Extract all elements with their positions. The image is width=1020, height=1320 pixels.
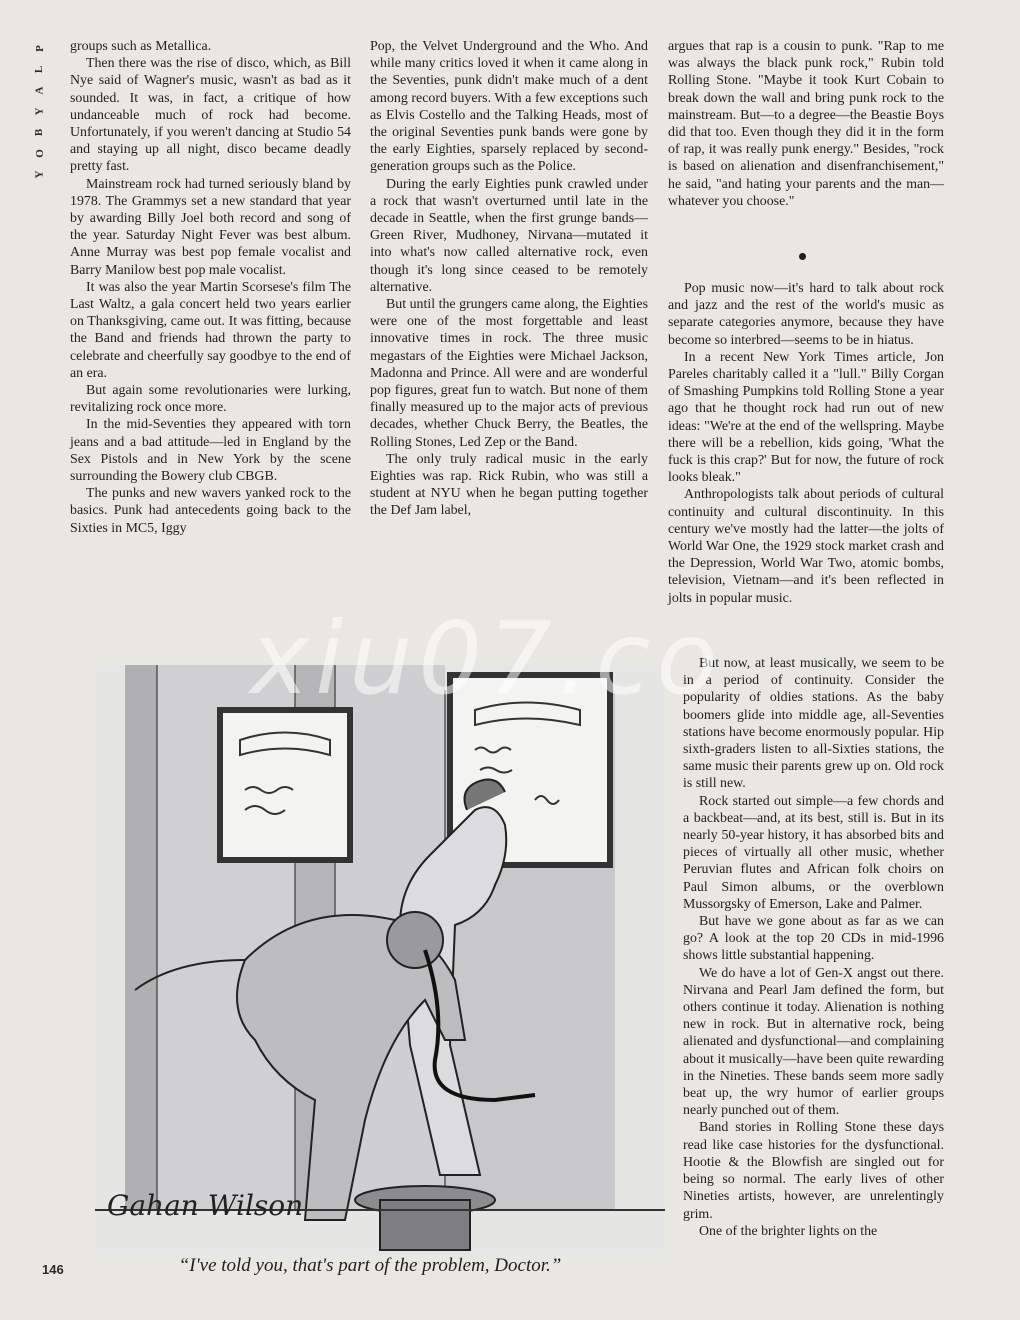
paragraph: We do have a lot of Gen-X angst out there. Nirvana and Pearl Jam defined the form, but others continue it today. Alienation is nothing new in rock. But in alternative rock, being alienated and dysfunctional—and complaining about it musically—have been quite rewarding in the Nineties. These bands seem more sadly beat up, the wry humor of earlier groups nearly punched out of them. [683, 965, 944, 1119]
page-number: 146 [42, 1262, 64, 1277]
text-column-3-bottom [683, 655, 944, 1240]
magazine-letter: L [33, 65, 46, 74]
paragraph: groups such as Metallica. [70, 39, 212, 54]
paragraph: The only truly radical music in the early Eighties was rap. Rick Rubin, who was still a student at NYU when he began putting together the Def Jam label, [370, 451, 648, 519]
text-column-2 [370, 38, 648, 520]
magazine-letter: Y [33, 170, 46, 179]
paragraph: Then there was the rise of disco, which, as Bill Nye said of Wagner's music, wasn't as bad as it sounded. It was, in fact, a critique of how undanceable much of rock had become. Unfortunately, if you weren't dancing at Studio 54 and staying up all night, disco became deadly pretty fast. [70, 56, 351, 175]
paragraph: But until the grungers came along, the Eighties were one of the most forgettable and least innovative times in rock. The three music megastars of the Eighties were Michael Jackson, Madonna and Prince. All were and are wonderful pop figures, great fun to watch. But none of them finally measured up to the major acts of previous decades, whether Chuck Berry, the Beatles, the Rolling Stones, Led Zep or the Band. [370, 297, 648, 450]
text-column-1 [70, 38, 351, 537]
paragraph: It was also the year Martin Scorsese's film The Last Waltz, a gala concert held two years earlier on Thanksgiving, came out. It was fitting, because the Band and friends had thrown the party to celebrate and cheerfully say goodbye to the end of an era. [70, 279, 351, 381]
paragraph: argues that rap is a cousin to punk. "Rap to me was always the black punk rock," Rubin told Rolling Stone. "Maybe it took Kurt Cobain to break down the wall and bring punk rock to the mainstream. But—to a degree—the Beastie Boys did that too. Even though they did it in the form of rap, it was really punk energy." Besides, "rock is based on alienation and disenfranchisement," he said, "and hating your parents and the man—whatever you choose." [668, 39, 944, 209]
text-column-3-top [668, 38, 944, 210]
paragraph: But now, at least musically, we seem to be in a period of continuity. Consider the popularity of oldies stations. As the baby boomers glide into middle age, all-Seventies stations have become enormously popular. Hip sixth-graders listen to all-Sixties stations, the same music their parents grew up on. Old rock is still new. [683, 656, 944, 792]
paragraph: One of the brighter lights on the [699, 1223, 878, 1239]
paragraph: But again some revolutionaries were lurking, revitalizing rock once more. [70, 383, 351, 416]
paragraph: Pop music now—it's hard to talk about rock and jazz and the rest of the world's music as separate categories anymore, because they have become so interbred—seems to be in hiatus. [668, 281, 944, 348]
paragraph: Mainstream rock had turned seriously bland by 1978. The Grammys set a new standard that year by awarding Billy Joel both record and song of the year. Saturday Night Fever was best album. Anne Murray was best pop female vocalist and Barry Manilow best pop male vocalist. [70, 176, 351, 278]
magazine-letter: B [33, 128, 46, 137]
paragraph: In a recent New York Times article, Jon Pareles charitably called it a "lull." Billy Corgan of Smashing Pumpkins told Rolling Stone a year ago that he thought rock had run out of new ideas: "We're at the end of the wellspring. Maybe there will be a rebellion, kids going, 'What the fuck is this crap?' But for now, the future of rock looks bleak." [668, 349, 944, 486]
magazine-name-vertical [30, 42, 50, 181]
paragraph: During the early Eighties punk crawled under a rock that wasn't overturned until late in the decade in Seattle, when the first grunge bands—Green River, Mudhoney, Nirvana—mutated it into what's now called alternative rock, even though it's long since ceased to be remotely alternative. [370, 176, 648, 295]
paragraph: The punks and new wavers yanked rock to the basics. Punk had antecedents going back to the Sixties in MC5, Iggy [70, 486, 351, 536]
watermark-text: xiu07.co [250, 600, 724, 717]
section-break-bullet [799, 253, 806, 260]
magazine-letter: O [33, 149, 46, 158]
paragraph: Rock started out simple—a few chords and a backbeat—and, at its best, still is. But in its nearly 50-year history, it has absorbed bits and pieces of virtually all other music, whether Peruvian flutes and African folk choirs on Paul Simon albums, or the overblown Mussorgsky of Emerson, Lake and Palmer. [683, 793, 944, 912]
magazine-letter: P [33, 45, 46, 52]
magazine-letter: Y [33, 107, 46, 116]
cartoon-caption: “I've told you, that's part of the problem, Doctor.” [178, 1255, 562, 1276]
paragraph: Anthropologists talk about periods of cultural continuity and cultural discontinuity. In this century we've mostly had the latter—the jolts of World War One, the 1929 stock market crash and the Depression, World War Two, atomic bombs, television, Vietnam—and it's been reflected in jolts in popular music. [668, 487, 944, 606]
magazine-letter: A [33, 86, 46, 95]
cartoonist-signature: Gahan Wilson [107, 1189, 304, 1222]
paragraph: But have we gone about as far as we can go? A look at the top 20 CDs in mid-1996 shows little substantial happening. [683, 914, 944, 964]
paragraph: In the mid-Seventies they appeared with torn jeans and a bad attitude—led in England by the Sex Pistols and in New York by the scene surrounding the Bowery club CBGB. [70, 417, 351, 485]
cartoon-illustration [95, 630, 665, 1255]
paragraph: Pop, the Velvet Underground and the Who. And while many critics loved it when it came along in the Seventies, punk didn't make much of a dent among record buyers. With a few exceptions such as Elvis Costello and the Talking Heads, most of the original Seventies punk bands were gone by the early Eighties, sparsely replaced by second-generation groups such as the Police. [370, 39, 648, 175]
paragraph: Band stories in Rolling Stone these days read like case histories for the dysfunctional. Hootie & the Blowfish are singled out for being so normal. The early lives of other Nineties artists, however, are unrelentingly grim. [683, 1120, 944, 1222]
text-column-3-middle [668, 280, 944, 607]
